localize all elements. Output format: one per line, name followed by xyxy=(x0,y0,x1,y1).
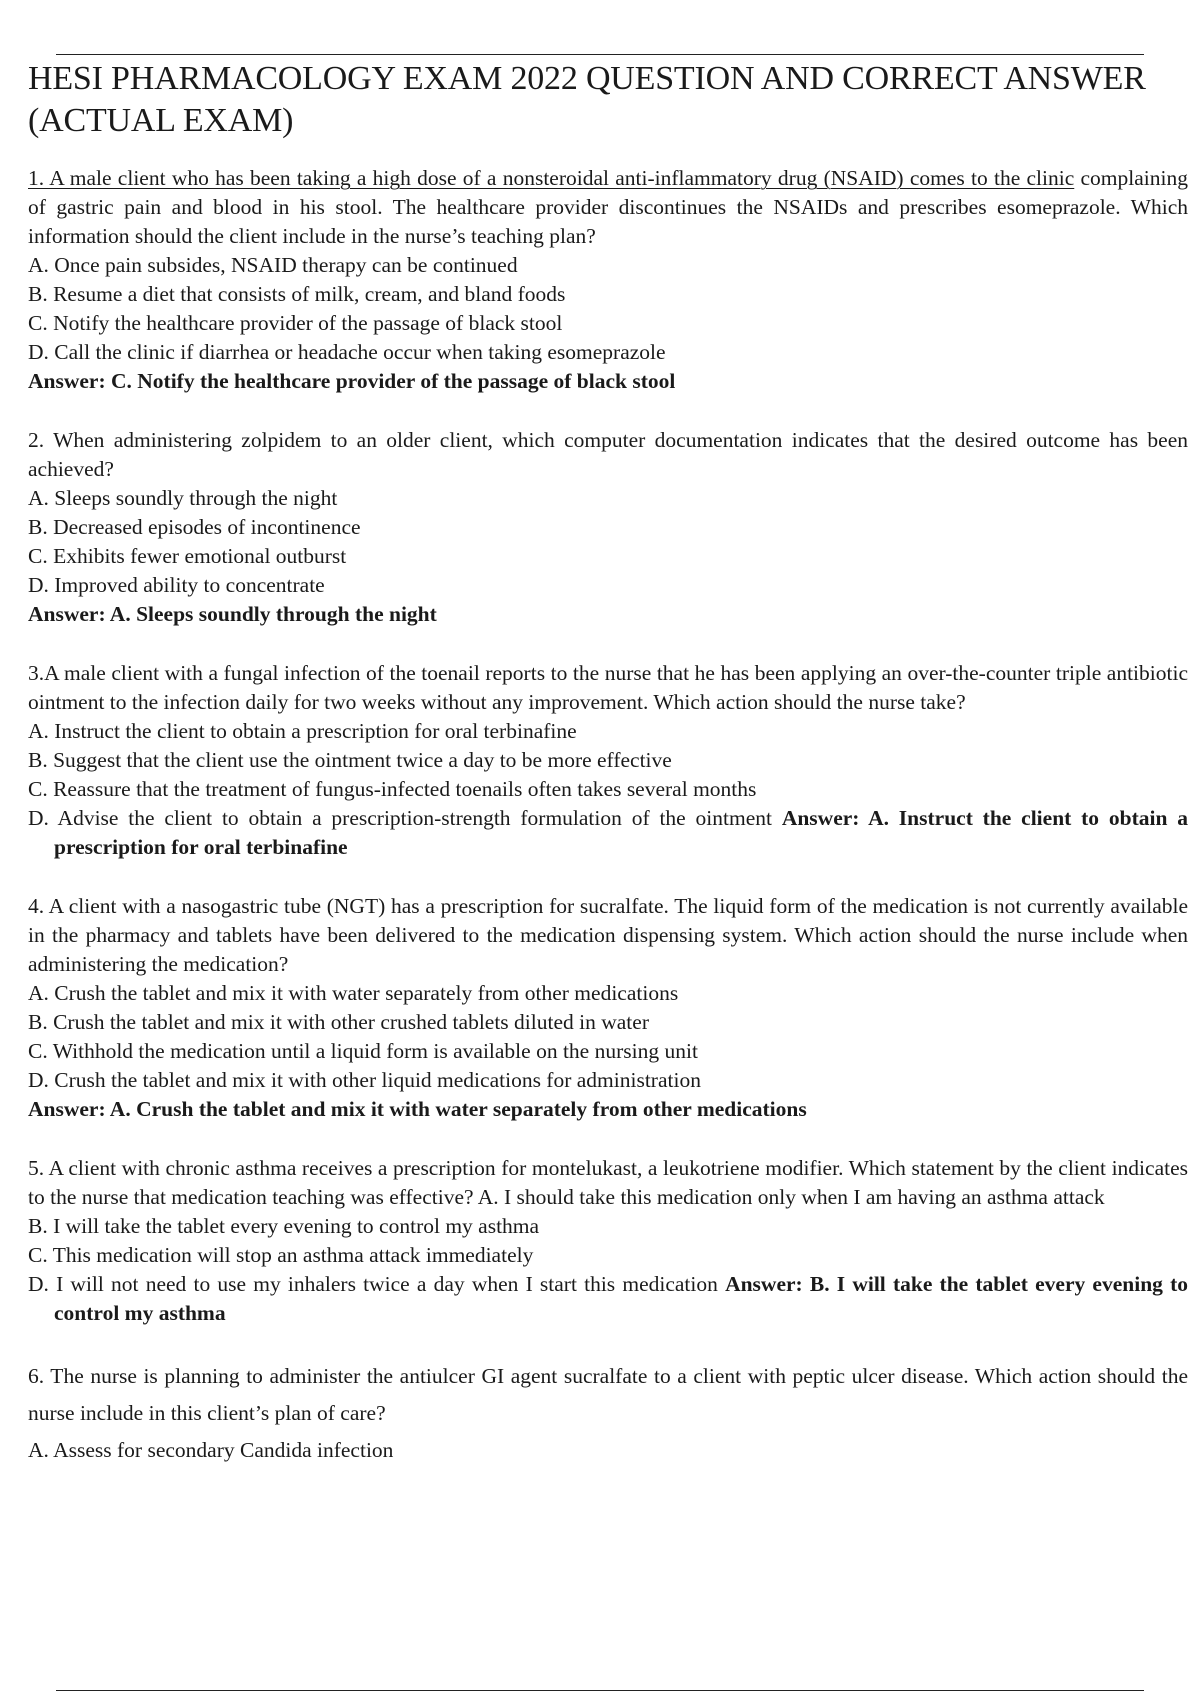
answer: Answer: A. Instruct the client to obtain a prescription for oral terbinafine xyxy=(54,806,1188,859)
question-5 xyxy=(28,1154,1188,1328)
question-stem-underlined: 1. A male client who has been taking a high dose of a nonsteroidal anti-inflammatory drug (NSAID) comes to the clinic xyxy=(28,166,1075,190)
option-d: D. Crush the tablet and mix it with other liquid medications for administration xyxy=(28,1068,701,1092)
option-a: A. Assess for secondary Candida infection xyxy=(28,1438,394,1462)
question-stem: 4. A client with a nasogastric tube (NGT) has a prescription for sucralfate. The liquid form of the medication is not currently available in the pharmacy and tablets have been delivered to the medication dispensing system. Which action should the nurse include when administering the medication? xyxy=(28,894,1188,976)
option-a: A. Crush the tablet and mix it with water separately from other medications xyxy=(28,981,679,1005)
question-3 xyxy=(28,659,1188,862)
answer: Answer: A. Crush the tablet and mix it with water separately from other medications xyxy=(28,1097,807,1121)
question-stem: 6. The nurse is planning to administer the antiulcer GI agent sucralfate to a client with peptic ulcer disease. Which action should the nurse include in this client’s plan of care? xyxy=(28,1364,1188,1425)
option-d: D. Advise the client to obtain a prescription-strength formulation of the ointment xyxy=(28,806,772,830)
bottom-rule xyxy=(56,1690,1144,1691)
option-d-with-answer xyxy=(28,1270,1188,1328)
document-title: HESI PHARMACOLOGY EXAM 2022 QUESTION AND CORRECT ANSWER (ACTUAL EXAM) xyxy=(28,60,1146,139)
answer: Answer: A. Sleeps soundly through the night xyxy=(28,602,437,626)
option-a: A. Instruct the client to obtain a prescription for oral terbinafine xyxy=(28,719,577,743)
document-page xyxy=(28,58,1188,1499)
question-1 xyxy=(28,164,1188,396)
option-b: B. Decreased episodes of incontinence xyxy=(28,515,361,539)
top-rule xyxy=(56,54,1144,55)
option-b: B. Suggest that the client use the ointment twice a day to be more effective xyxy=(28,748,672,772)
answer: Answer: C. Notify the healthcare provider of the passage of black stool xyxy=(28,369,676,393)
question-stem-rest: complaining of gastric pain and blood in his stool. The healthcare provider discontinues the NSAIDs and prescribes esomeprazole. Which information should the client include in the nurse’s teaching plan? xyxy=(28,166,1188,248)
option-c: C. Exhibits fewer emotional outburst xyxy=(28,544,347,568)
question-stem xyxy=(28,164,1188,251)
option-c: C. Reassure that the treatment of fungus-infected toenails often takes several months xyxy=(28,777,757,801)
option-a: A. Sleeps soundly through the night xyxy=(28,486,338,510)
question-6 xyxy=(28,1358,1188,1469)
option-c: C. Notify the healthcare provider of the passage of black stool xyxy=(28,311,563,335)
option-b: B. Crush the tablet and mix it with other crushed tablets diluted in water xyxy=(28,1010,649,1034)
option-d-with-answer xyxy=(28,804,1188,862)
option-c: C. Withhold the medication until a liquid form is available on the nursing unit xyxy=(28,1039,698,1063)
question-stem: 5. A client with chronic asthma receives a prescription for montelukast, a leukotriene modifier. Which statement by the client indicates to the nurse that medication teaching was effective? A. I should take this medication only when I am having an asthma attack xyxy=(28,1156,1188,1209)
option-d: D. I will not need to use my inhalers twice a day when I start this medication xyxy=(28,1272,718,1296)
option-b: B. Resume a diet that consists of milk, cream, and bland foods xyxy=(28,282,566,306)
question-4 xyxy=(28,892,1188,1124)
option-d: D. Call the clinic if diarrhea or headache occur when taking esomeprazole xyxy=(28,340,666,364)
question-stem: 2. When administering zolpidem to an older client, which computer documentation indicates that the desired outcome has been achieved? xyxy=(28,428,1188,481)
option-d: D. Improved ability to concentrate xyxy=(28,573,325,597)
question-stem: 3.A male client with a fungal infection of the toenail reports to the nurse that he has been applying an over-the-counter triple antibiotic ointment to the infection daily for two weeks without any improvement. Which action should the nurse take? xyxy=(28,661,1188,714)
answer: Answer: B. I will take the tablet every evening to control my asthma xyxy=(54,1272,1188,1325)
question-2 xyxy=(28,426,1188,629)
option-b: B. I will take the tablet every evening to control my asthma xyxy=(28,1214,540,1238)
option-a: A. Once pain subsides, NSAID therapy can be continued xyxy=(28,253,518,277)
option-c: C. This medication will stop an asthma attack immediately xyxy=(28,1243,534,1267)
